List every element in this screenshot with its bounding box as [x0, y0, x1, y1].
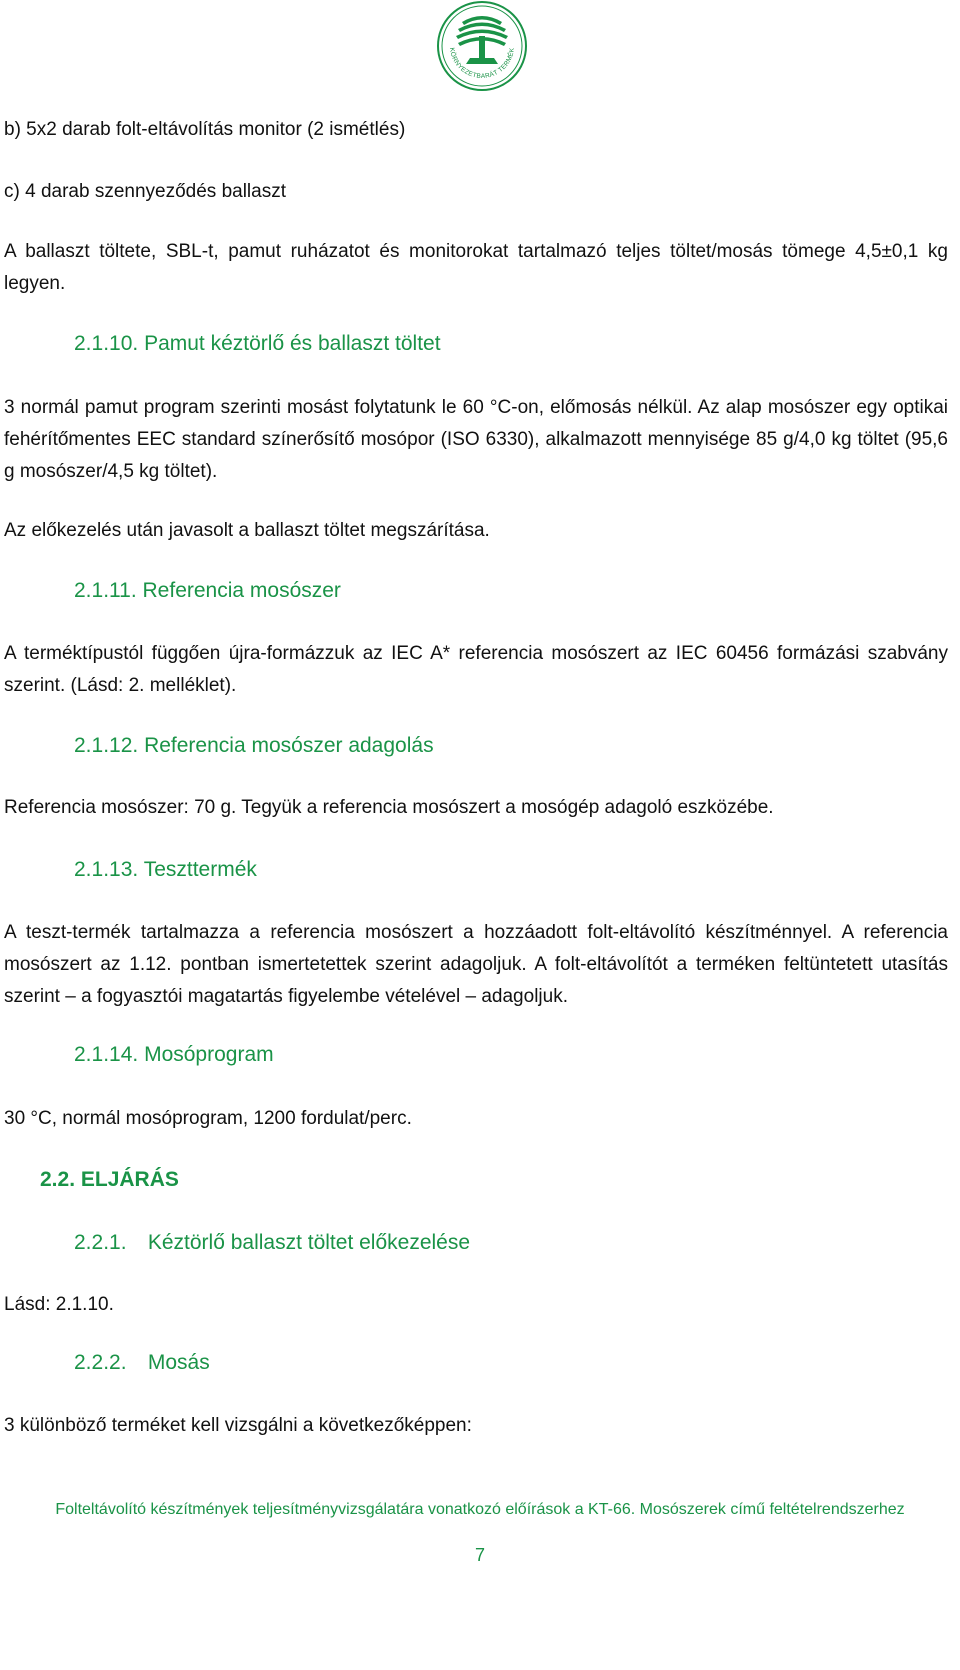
section-number: 2.2.1.: [74, 1231, 127, 1254]
section-number: 2.1.12.: [74, 734, 139, 757]
section-heading-2-2: [40, 1165, 179, 1195]
paragraph-2-1-10-b: Az előkezelés után javasolt a ballaszt töltet megszárítása.: [4, 520, 490, 541]
logo-text: KÖRNYEZETBARÁT TERMÉK: [447, 47, 517, 81]
paragraph-2-1-14: 30 °C, normál mosóprogram, 1200 fordulat/perc.: [4, 1108, 412, 1129]
section-title: ELJÁRÁS: [80, 1168, 179, 1191]
section-heading-2-1-10: [74, 329, 441, 359]
paragraph-2-1-12: Referencia mosószer: 70 g. Tegyük a referencia mosószert a mosógép adagoló eszközébe.: [4, 797, 774, 818]
paragraph-2-2-2: 3 különböző terméket kell vizsgálni a következőképpen:: [4, 1415, 472, 1436]
section-number: 2.1.14.: [74, 1043, 139, 1066]
eco-label-logo: [436, 0, 528, 92]
section-title: Referencia mosószer: [142, 579, 341, 602]
section-title: Referencia mosószer adagolás: [144, 734, 434, 757]
section-title: Pamut kéztörlő és ballaszt töltet: [144, 332, 441, 355]
section-title: Mosás: [147, 1351, 210, 1374]
section-number: 2.1.13.: [74, 858, 139, 881]
tree-icon: [436, 0, 528, 92]
paragraph-ballast: A ballaszt töltete, SBL-t, pamut ruházatot és monitorokat tartalmazó teljes töltet/mosás tömege 4,5±0,1 kg legyen.: [4, 241, 948, 294]
section-heading-2-2-2: [74, 1348, 210, 1378]
list-item-c: c) 4 darab szennyeződés ballaszt: [4, 181, 286, 202]
section-heading-2-1-14: [74, 1040, 274, 1070]
page-number: 7: [474, 1545, 485, 1565]
paragraph-2-1-13: A teszt-termék tartalmazza a referencia mosószert a hozzáadott folt-eltávolító készítménnyel. A referencia mosószert az 1.12. pontban ismertetettek szerint adagoljuk. A folt-eltávolítót a terméken feltüntetett utasítás szerint – a fogyasztói magatartás figyelembe vételével – adagoljuk.: [4, 922, 948, 1007]
list-item-b: b) 5x2 darab folt-eltávolítás monitor (2 ismétlés): [4, 119, 406, 140]
paragraph-2-1-11: A terméktípustól függően újra-formázzuk az IEC A* referencia mosószert az IEC 60456 formázási szabvány szerint. (Lásd: 2. melléklet).: [4, 643, 948, 696]
section-number: 2.2.: [40, 1168, 76, 1191]
section-heading-2-1-11: [74, 576, 341, 606]
paragraph-2-1-10: 3 normál pamut program szerinti mosást folytatunk le 60 °C-on, előmosás nélkül. Az alap mosószer egy optikai fehérítőmentes EEC standard színerősítő mosópor (ISO 6330), alkalmazott mennyisége 85 g/4,0 kg töltet (95,6 g mosószer/4,5 kg töltet).: [4, 397, 948, 482]
section-heading-2-2-1: [74, 1228, 470, 1258]
section-heading-2-1-12: [74, 731, 434, 761]
section-title: Teszttermék: [143, 858, 257, 881]
section-number: 2.1.11.: [74, 579, 137, 602]
paragraph-2-2-1: Lásd: 2.1.10.: [4, 1294, 114, 1315]
section-heading-2-1-13: [74, 855, 257, 885]
section-number: 2.2.2.: [74, 1351, 127, 1374]
footer-text: Folteltávolító készítmények teljesítményvizsgálatára vonatkozó előírások a KT-66. Mosószerek című feltételrendszerhez: [55, 1501, 905, 1518]
section-number: 2.1.10.: [74, 332, 139, 355]
section-title: Mosóprogram: [144, 1043, 274, 1066]
section-title: Kéztörlő ballaszt töltet előkezelése: [147, 1231, 471, 1254]
